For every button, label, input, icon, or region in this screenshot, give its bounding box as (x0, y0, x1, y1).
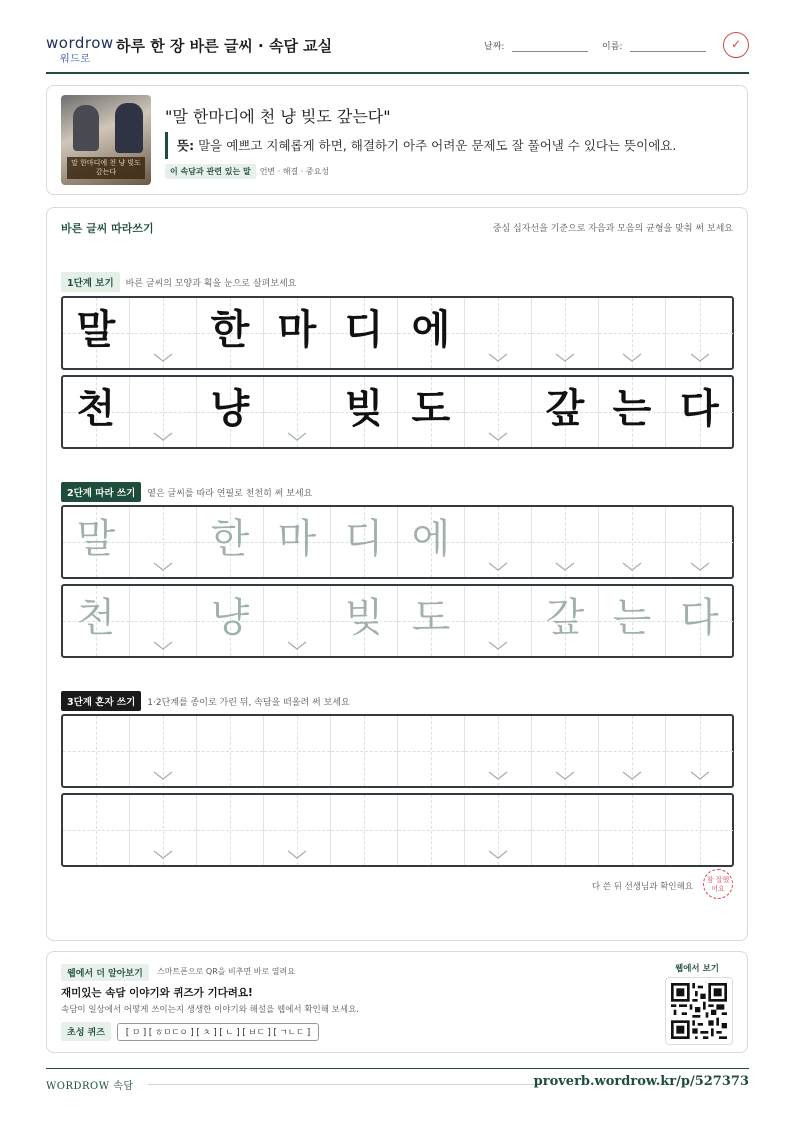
grid-cell (532, 586, 599, 656)
grid-character: 말 (76, 516, 116, 562)
grid-cell[interactable] (599, 795, 666, 865)
grid-cell[interactable] (465, 795, 532, 865)
logo-subtext: 워드로 (60, 54, 91, 65)
grid-cell (532, 298, 599, 368)
space-mark-icon (153, 432, 173, 442)
quiz-answer: [ ㅁ ] [ ㅎㅁㄷㅇ ] [ ㅊ ] [ ㄴ ] [ ㅂㄷ ] [ ㄱㄴㄷ ] (117, 1023, 319, 1041)
grid-cell[interactable] (599, 716, 666, 786)
grid-character: 갚 (545, 386, 585, 432)
space-mark-icon (488, 771, 508, 781)
web-card (46, 951, 748, 1053)
proverb-illustration (61, 95, 151, 185)
grid-cell (398, 377, 465, 447)
related-list: 언변 · 해결 · 중요성 (259, 167, 330, 176)
step-3-badge: 3단계 혼자 쓰기 (61, 691, 141, 711)
step-3-text: 1·2단계를 종이로 가린 뒤, 속담을 떠올려 써 보세요 (147, 698, 350, 708)
grid-character: 는 (612, 595, 652, 641)
grid-cell (130, 586, 197, 656)
grid-cell[interactable] (197, 716, 264, 786)
space-mark-icon (690, 353, 710, 363)
practice-note: 중심 십자선을 기준으로 자음과 모음의 균형을 맞춰 써 보세요 (492, 224, 733, 234)
space-mark-icon (488, 641, 508, 651)
grid-cell (197, 377, 264, 447)
step-2-text: 옅은 글씨를 따라 연필로 천천히 써 보세요 (147, 489, 313, 499)
space-mark-icon (153, 562, 173, 572)
grid-cell[interactable] (130, 716, 197, 786)
grid-cell (63, 377, 130, 447)
space-mark-icon (622, 771, 642, 781)
stamp-text: 참 잘했어요 (706, 876, 730, 893)
grid-cell[interactable] (63, 716, 130, 786)
grid-cell[interactable] (532, 716, 599, 786)
page-header (46, 30, 749, 74)
grid-character: 마 (277, 307, 317, 353)
grid-cell[interactable] (264, 795, 331, 865)
grid-cell (331, 298, 398, 368)
grid-cell[interactable] (666, 716, 733, 786)
grid-character: 다 (680, 386, 719, 432)
grid-cell (599, 298, 666, 368)
name-label: 이름: (602, 42, 623, 52)
grid-cell[interactable] (331, 795, 398, 865)
grid-cell (197, 586, 264, 656)
name-line[interactable] (630, 42, 706, 52)
grid-character: 천 (76, 386, 116, 432)
view-grid-row-1 (61, 296, 734, 370)
wordrow-logo[interactable] (46, 34, 114, 65)
grid-character: 한 (210, 307, 250, 353)
name-field[interactable] (602, 39, 706, 52)
free-grid-row-1[interactable] (61, 714, 734, 788)
grid-character: 디 (344, 516, 384, 562)
practice-title: 바른 글씨 따라쓰기 (61, 222, 154, 235)
trace-grid-row-2[interactable] (61, 584, 734, 658)
grid-cell[interactable] (666, 795, 733, 865)
person-left (73, 105, 99, 151)
date-line[interactable] (512, 42, 588, 52)
grid-cell (599, 377, 666, 447)
step-1-text: 바른 글씨의 모양과 획을 눈으로 살펴보세요 (125, 279, 297, 289)
grid-cell (264, 298, 331, 368)
grid-cell (264, 507, 331, 577)
grid-cell (63, 298, 130, 368)
grid-character: 마 (277, 516, 317, 562)
proverb-meaning (165, 132, 735, 159)
grid-character: 갚 (545, 595, 585, 641)
grid-cell (264, 586, 331, 656)
proverb-card (46, 85, 748, 195)
grid-cell[interactable] (197, 795, 264, 865)
space-mark-icon (622, 562, 642, 572)
grid-cell (599, 507, 666, 577)
grid-cell (465, 298, 532, 368)
space-mark-icon (287, 850, 307, 860)
grid-character: 말 (76, 307, 116, 353)
grid-cell (331, 377, 398, 447)
grid-cell (331, 586, 398, 656)
grid-cell (666, 586, 733, 656)
quiz-label: 초성 퀴즈 (61, 1022, 111, 1041)
grid-cell[interactable] (532, 795, 599, 865)
grid-character: 는 (612, 386, 652, 432)
check-stamp-icon: ✓ (723, 32, 749, 58)
qr-code-graphic (671, 983, 727, 1039)
grid-cell[interactable] (331, 716, 398, 786)
worksheet-title: 하루 한 장 바른 글씨 · 속담 교실 (116, 37, 333, 55)
grid-cell (532, 507, 599, 577)
grid-cell[interactable] (264, 716, 331, 786)
grid-character: 냥 (210, 595, 250, 641)
space-mark-icon (622, 353, 642, 363)
grid-cell (398, 507, 465, 577)
trace-grid-row-1[interactable] (61, 505, 734, 579)
grid-character: 빚 (344, 386, 384, 432)
person-right (115, 103, 143, 153)
qr-code-icon[interactable] (665, 977, 733, 1045)
grid-cell[interactable] (398, 795, 465, 865)
grid-cell (465, 586, 532, 656)
initial-quiz (61, 1022, 319, 1041)
grid-cell (666, 507, 733, 577)
grid-cell (666, 298, 733, 368)
grid-cell (130, 507, 197, 577)
web-description: 속담이 일상에서 어떻게 쓰이는지 생생한 이야기와 해설을 웹에서 확인해 보세요. (61, 1005, 359, 1015)
space-mark-icon (555, 353, 575, 363)
step-1-badge: 1단계 보기 (61, 272, 120, 292)
space-mark-icon (153, 850, 173, 860)
grid-character: 천 (76, 595, 116, 641)
grid-cell (465, 377, 532, 447)
grid-character: 에 (411, 516, 451, 562)
grid-cell (197, 507, 264, 577)
footer-url-link[interactable]: proverb.wordrow.kr/p/527373 (533, 1074, 749, 1089)
grid-character: 디 (344, 307, 384, 353)
space-mark-icon (153, 641, 173, 651)
related-words (165, 164, 329, 179)
grid-character: 에 (411, 307, 451, 353)
grid-cell (398, 586, 465, 656)
grid-cell (130, 298, 197, 368)
web-headline: 재미있는 속담 이야기와 퀴즈가 기다려요! (61, 987, 253, 999)
check-note: 다 쓴 뒤 선생님과 확인해요 (591, 882, 693, 892)
space-mark-icon (153, 353, 173, 363)
grid-cell[interactable] (465, 716, 532, 786)
space-mark-icon (287, 432, 307, 442)
space-mark-icon (488, 432, 508, 442)
grid-cell (130, 377, 197, 447)
qr-label: 웹에서 보기 (674, 964, 719, 974)
grid-cell (532, 377, 599, 447)
meaning-label: 뜻: (177, 138, 195, 153)
grid-character: 도 (411, 595, 451, 641)
grid-character: 한 (210, 516, 250, 562)
proverb-title: "말 한마디에 천 냥 빚도 갚는다" (165, 107, 391, 126)
step-3-label (61, 691, 350, 711)
space-mark-icon (690, 771, 710, 781)
logo-text: wordrow (46, 34, 114, 52)
free-grid-row-2[interactable] (61, 793, 734, 867)
grid-cell (197, 298, 264, 368)
grid-cell (63, 507, 130, 577)
meaning-text: 말을 예쁘고 지혜롭게 하면, 해결하기 아주 어려운 문제도 잘 풀어낼 수 있다는 뜻이에요. (198, 138, 677, 153)
web-badge: 웹에서 더 알아보기 (61, 964, 149, 981)
date-label: 날짜: (484, 42, 505, 52)
space-mark-icon (488, 562, 508, 572)
grid-cell[interactable] (63, 795, 130, 865)
space-mark-icon (488, 353, 508, 363)
step-2-badge: 2단계 따라 쓰기 (61, 482, 141, 502)
space-mark-icon (555, 771, 575, 781)
grid-character: 냥 (210, 386, 250, 432)
web-hint: 스마트폰으로 QR을 비추면 바로 열려요 (157, 967, 295, 976)
grid-cell (398, 298, 465, 368)
step-1-label (61, 272, 296, 292)
grid-cell (666, 377, 733, 447)
date-field[interactable] (484, 39, 588, 52)
footer-divider (148, 1084, 538, 1085)
space-mark-icon (690, 562, 710, 572)
space-mark-icon (488, 850, 508, 860)
grid-character: 빚 (344, 595, 384, 641)
grid-cell[interactable] (130, 795, 197, 865)
step-2-label (61, 482, 312, 502)
grid-cell (599, 586, 666, 656)
grid-cell (264, 377, 331, 447)
space-mark-icon (287, 641, 307, 651)
footer-brand: WORDROW 속담 (46, 1081, 134, 1092)
grid-character: 도 (411, 386, 451, 432)
praise-stamp-icon (703, 869, 733, 899)
grid-cell (465, 507, 532, 577)
view-grid-row-2 (61, 375, 734, 449)
practice-card (46, 207, 748, 941)
related-label: 이 속담과 관련 있는 말 (165, 164, 256, 179)
page-footer (46, 1068, 749, 1098)
illustration-caption: 말 한마디에 천 냥 빚도 갚는다 (67, 157, 145, 179)
space-mark-icon (153, 771, 173, 781)
space-mark-icon (555, 562, 575, 572)
grid-cell[interactable] (398, 716, 465, 786)
grid-character: 다 (680, 595, 719, 641)
grid-cell (63, 586, 130, 656)
grid-cell (331, 507, 398, 577)
